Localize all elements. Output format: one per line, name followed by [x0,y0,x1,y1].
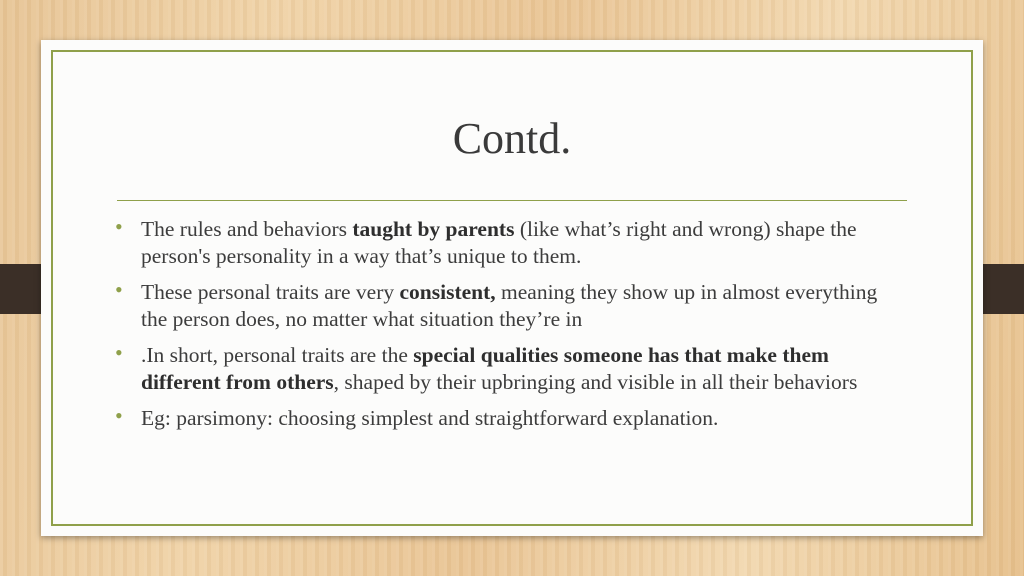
bullet-text: meaning they show up in almost everything the person does, no matter what situation they’re in [141,280,878,331]
bullet-bold-text: consistent, [399,280,496,304]
bullet-bold-text: special qualities someone has that make them different from others [141,343,829,394]
bullet-dot-icon: • [115,340,123,365]
bullet-dot-icon: • [115,277,123,302]
bullet-item [113,279,898,333]
bullet-item [113,342,898,396]
bullet-text: (like what’s right and wrong) shape the person's personality in a way that’s unique to them. [141,217,857,268]
title-divider [117,200,907,201]
bullet-text: The rules and behaviors [141,217,353,241]
bullet-list [113,216,898,441]
bullet-text: .In short, personal traits are the [141,343,414,367]
bullet-item [113,216,898,270]
bullet-text: These personal traits are very [141,280,400,304]
bullet-text: Eg: parsimony: choosing simplest and straightforward explanation. [141,406,719,430]
slide-title: Contd. [452,114,572,163]
bullet-dot-icon: • [115,214,123,239]
bullet-bold-text: taught by parents [352,217,515,241]
bullet-dot-icon: • [115,403,123,428]
bullet-text: , shaped by their upbringing and visible in all their behaviors [333,370,858,394]
slide-card [41,40,983,536]
bullet-item [113,405,898,432]
